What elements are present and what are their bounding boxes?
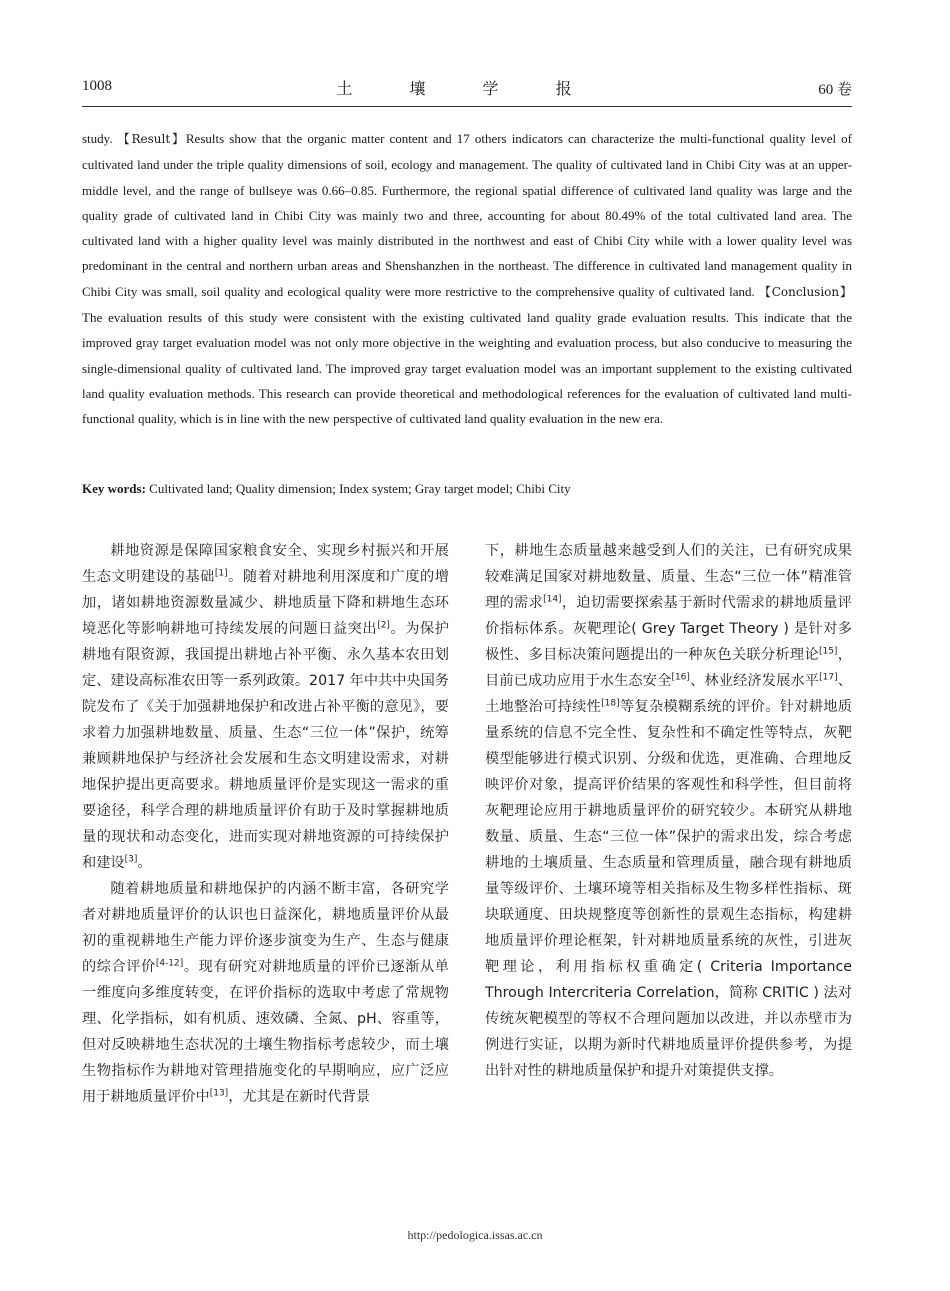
citation: [1] <box>214 568 228 579</box>
text-run: ，迫切需要探索基于新时代需求的耕地质量评价指标体系。灰靶理论( Grey Target Theory ) 是针对多极性、多目标决策问题提出的一种灰色关联分析理论 <box>485 595 852 663</box>
keywords-label: Key words: <box>82 481 146 496</box>
text-run: 等复杂模糊系统的评价。针对耕地质量系统的信息不完全性、复杂性和不确定性等特点，灰靶模型能够进行模式识别、分级和优选，更准确、合理地反映评价对象，提高评价结果的客观性和科学性，但目前将灰靶理论应用于耕地质量评价的研究较少。本研究从耕地数量、质量、生态“三位一体”保护的需求出发，综合考虑耕地的土壤质量、生态质量和管理质量，融合现有耕地质量等级评价、土壤环境等相关指标及生物多样性指标、斑块联通度、田块规整度等创新性的景观生态指标，构建耕地质量评价理论框架，针对耕地质量系统的灰性，引进灰靶理论，利用指标权重确定( Criteria Importance Through Intercriteria Correlation，简称 CRITIC ) 法对传统灰靶模型的等权不合理问题加以改进，并以赤壁市为例进行实证，以期为新时代耕地质量评价提供参考，为提出针对性的耕地质量保护和提升对策提供支撑。 <box>485 699 852 1079</box>
text-run: 。为保护耕地有限资源，我国提出耕地占补平衡、永久基本农田划定、建设高标准农田等一系列政策。2017 年中共中央国务院发布了《关于加强耕地保护和改进占补平衡的意见》，要求着力加强耕地数量、质量、生态“三位一体”保护，统筹兼顾耕地保护与经济社会发展和生态文明建设需求，对耕地保护提出更高要求。耕地质量评价是实现这一需求的重要途径，科学合理的耕地质量评价有助于及时掌握耕地质量的现状和动态变化，进而实现对耕地资源的可持续保护和建设 <box>82 621 449 871</box>
result-text: Results show that the organic matter content and 17 others indicators can characterize the multi-functional quality level of cultivated land under the triple quality dimensions of soil, ecology and management. The quality of cultivated land in Chibi City was at an upper-middle level, and the range of bullseye was 0.66–0.85. Furthermore, the regional spatial difference of cultivated land quality was large and the quality grade of cultivated land in Chibi City was mainly two and three, accounting for about 80.49% of the total cultivated land area. The cultivated land with a higher quality level was mainly distributed in the northwest and east of Chibi City while with a lower quality level was predominant in the central and northern urban areas and Shenshanzhen in the northeast. The difference in cultivated land management quality in Chibi City was small, soil quality and ecological quality were more restrictive to the comprehensive quality of cultivated land. <box>82 131 852 299</box>
paragraph <box>485 538 852 1084</box>
citation: [2] <box>377 620 390 631</box>
citation: [17] <box>819 672 838 683</box>
keywords-text: Cultivated land; Quality dimension; Index system; Gray target model; Chibi City <box>145 481 571 496</box>
text-run: 随着耕地质量和耕地保护的内涵不断丰富，各研究学者对耕地质量评价的认识也日益深化，耕地质量评价从最初的重视耕地生产能力评价逐步演变为生产、生态与健康的综合评价 <box>82 881 449 975</box>
text-run: 。 <box>137 855 152 871</box>
journal-name: 土 壤 学 报 <box>336 79 598 98</box>
paragraph <box>82 876 449 1110</box>
text-run: 。随着对耕地利用深度和广度的增加，诸如耕地资源数量减少、耕地质量下降和耕地生态环境恶化等影响耕地可持续发展的问题日益突出 <box>82 569 449 637</box>
citation: [16] <box>671 672 690 683</box>
citation: [15] <box>818 646 838 657</box>
running-header <box>82 76 852 100</box>
text-run: ，尤其是在新时代背景 <box>228 1089 371 1105</box>
result-tag: 【Result】 <box>117 132 186 146</box>
keywords <box>82 481 852 497</box>
citation: [4-12] <box>155 958 184 969</box>
header-divider <box>82 106 852 107</box>
conclusion-text: The evaluation results of this study were consistent with the existing cultivated land quality grade evaluation results. This indicate that the improved gray target evaluation model was not only more objective in the weighting and evaluation process, but also conducive to measuring the single-dimensional quality of cultivated land. The improved gray target evaluation model was an important supplement to the existing cultivated land quality evaluation methods. This research can provide theoretical and methodological references for the evaluation of cultivated land multi-functional quality, which is in line with the new perspective of cultivated land quality evaluation in the new era. <box>82 310 852 427</box>
english-abstract <box>82 126 852 432</box>
citation: [18] <box>601 698 620 709</box>
body-column-right <box>485 538 852 1084</box>
footer-url[interactable]: http://pedologica.issas.ac.cn <box>407 1228 543 1242</box>
body-column-left <box>82 538 449 1110</box>
citation: [13] <box>209 1088 229 1099</box>
text-run: 。现有研究对耕地质量的评价已逐渐从单一维度向多维度转变，在评价指标的选取中考虑了常规物理、化学指标，如有机质、速效磷、全氮、pH、容重等，但对反映耕地生态状况的土壤生物指标考虑较少，而土壤生物指标作为耕地对管理措施变化的早期响应，应广泛应用于耕地质量评价中 <box>82 959 449 1105</box>
text-run: 耕地资源是保障国家粮食安全、实现乡村振兴和开展生态文明建设的基础 <box>82 543 449 585</box>
text-run: ，目前已成功应用于水生态安全 <box>485 647 852 689</box>
page-number: 1008 <box>82 78 112 94</box>
text-run: 、林业经济发展水平 <box>689 673 820 689</box>
volume-label: 60 卷 <box>818 82 852 98</box>
citation: [14] <box>543 594 562 605</box>
text-run: 下，耕地生态质量越来越受到人们的关注，已有研究成果较难满足国家对耕地数量、质量、生态“三位一体”精准管理的需求 <box>485 543 852 611</box>
text-run: 、土地整治可持续性 <box>485 673 852 715</box>
citation: [3] <box>124 854 138 865</box>
conclusion-tag: 【Conclusion】 <box>758 284 852 299</box>
abstract-lead: study. <box>82 131 118 146</box>
paragraph <box>82 538 449 876</box>
